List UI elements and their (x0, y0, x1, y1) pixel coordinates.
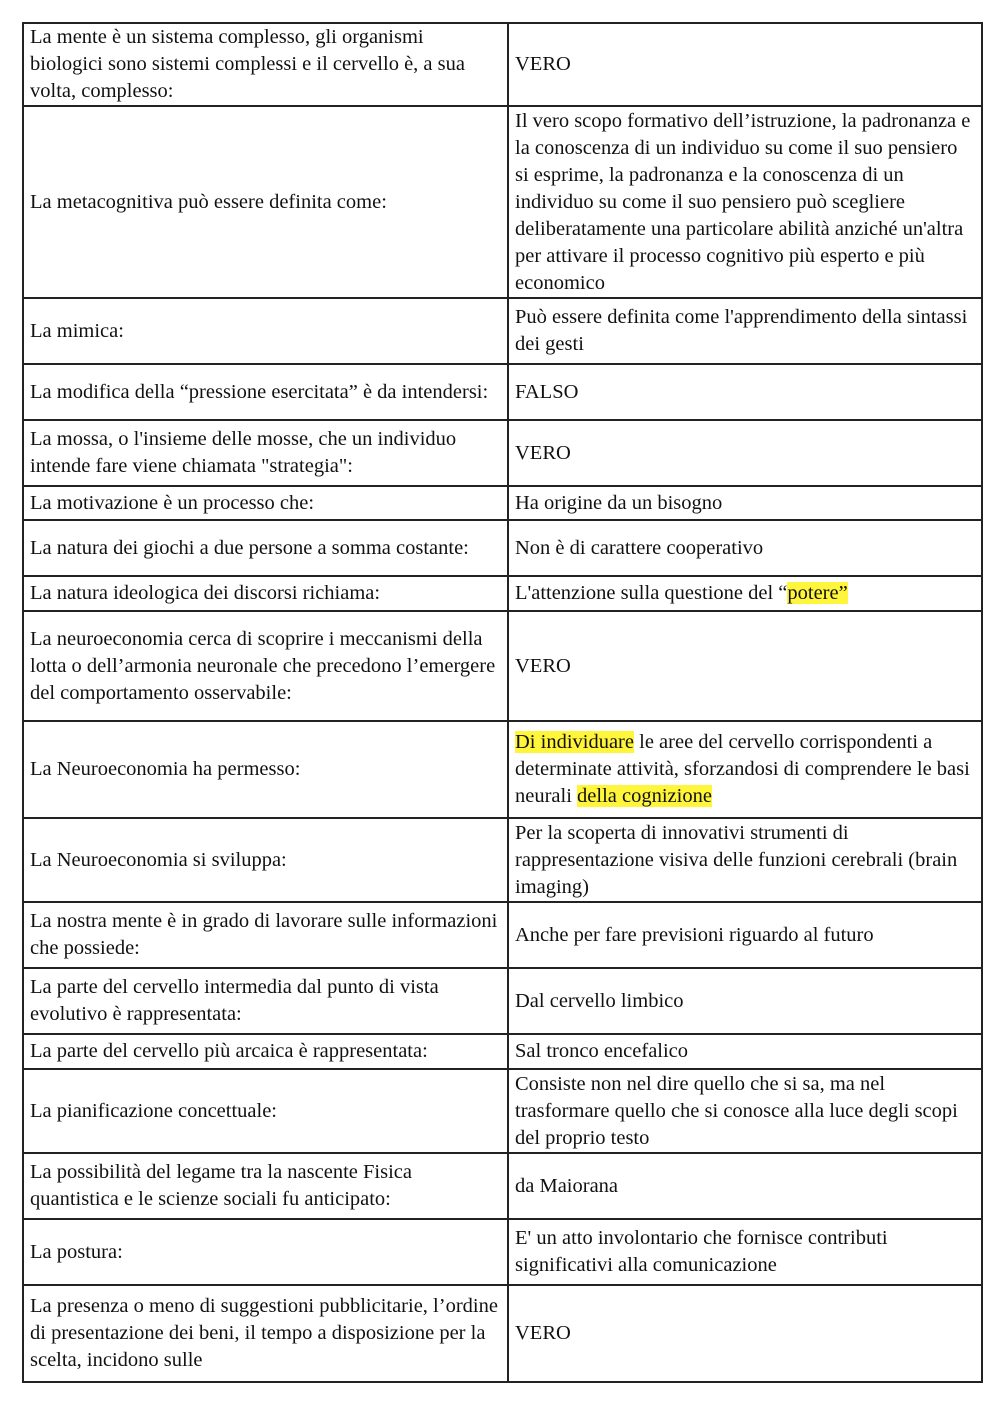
answer-text: le aree del cervello corrispondenti a determinate attività, sforzandosi di comprendere le basi neurali (515, 731, 970, 807)
question-cell: La Neuroeconomia si sviluppa: (23, 818, 508, 902)
table-row (23, 818, 982, 902)
answer-cell: Sal tronco encefalico (508, 1034, 982, 1069)
answer-text: L'attenzione sulla questione del “ (515, 582, 788, 604)
answer-cell: da Maiorana (508, 1153, 982, 1219)
table-row (23, 576, 982, 611)
answer-cell: Può essere definita come l'apprendimento della sintassi dei gesti (508, 298, 982, 364)
highlighted-text: Di individuare (515, 731, 634, 753)
answer-cell: VERO (508, 611, 982, 721)
table-row (23, 420, 982, 486)
table-row (23, 1069, 982, 1153)
table-row (23, 968, 982, 1034)
question-cell: La natura dei giochi a due persone a somma costante: (23, 520, 508, 576)
question-cell: La nostra mente è in grado di lavorare sulle informazioni che possiede: (23, 902, 508, 968)
answer-cell: Ha origine da un bisogno (508, 486, 982, 520)
question-cell: La natura ideologica dei discorsi richiama: (23, 576, 508, 611)
question-cell: La postura: (23, 1219, 508, 1285)
table-row (23, 1219, 982, 1285)
table-row (23, 298, 982, 364)
answer-cell: FALSO (508, 364, 982, 420)
table-row (23, 364, 982, 420)
answer-cell: Non è di carattere cooperativo (508, 520, 982, 576)
answer-cell: Anche per fare previsioni riguardo al futuro (508, 902, 982, 968)
question-cell: La parte del cervello intermedia dal punto di vista evolutivo è rappresentata: (23, 968, 508, 1034)
highlighted-text: potere” (787, 582, 848, 604)
question-cell: La possibilità del legame tra la nascente Fisica quantistica e le scienze sociali fu anticipato: (23, 1153, 508, 1219)
table-row (23, 1285, 982, 1382)
answer-cell: VERO (508, 1285, 982, 1382)
answer-cell: E' un atto involontario che fornisce contributi significativi alla comunicazione (508, 1219, 982, 1285)
table-row (23, 902, 982, 968)
answer-cell: VERO (508, 23, 982, 106)
question-cell: La mossa, o l'insieme delle mosse, che un individuo intende fare viene chiamata "strategia": (23, 420, 508, 486)
question-cell: La presenza o meno di suggestioni pubblicitarie, l’ordine di presentazione dei beni, il tempo a disposizione per la scelta, incidono sulle (23, 1285, 508, 1382)
answer-cell: Per la scoperta di innovativi strumenti di rappresentazione visiva delle funzioni cerebrali (brain imaging) (508, 818, 982, 902)
answer-cell (508, 576, 982, 611)
qa-table (22, 22, 983, 1383)
table-row (23, 486, 982, 520)
question-cell: La pianificazione concettuale: (23, 1069, 508, 1153)
table-row (23, 721, 982, 818)
question-cell: La Neuroeconomia ha permesso: (23, 721, 508, 818)
question-cell: La mente è un sistema complesso, gli organismi biologici sono sistemi complessi e il cervello è, a sua volta, complesso: (23, 23, 508, 106)
question-cell: La parte del cervello più arcaica è rappresentata: (23, 1034, 508, 1069)
answer-cell: Consiste non nel dire quello che si sa, ma nel trasformare quello che si conosce alla luce degli scopi del proprio testo (508, 1069, 982, 1153)
question-cell: La modifica della “pressione esercitata” è da intendersi: (23, 364, 508, 420)
question-cell: La metacognitiva può essere definita come: (23, 106, 508, 298)
table-row (23, 23, 982, 106)
question-cell: La neuroeconomia cerca di scoprire i meccanismi della lotta o dell’armonia neuronale che precedono l’emergere del comportamento osservabile: (23, 611, 508, 721)
answer-cell: VERO (508, 420, 982, 486)
table-row (23, 611, 982, 721)
table-row (23, 106, 982, 298)
table-row (23, 520, 982, 576)
answer-cell: Il vero scopo formativo dell’istruzione, la padronanza e la conoscenza di un individuo su come il suo pensiero si esprime, la padronanza e la conoscenza di un individuo su come il suo pensiero può scegliere deliberatamente una particolare abilità anziché un'altra per attivare il processo cognitivo più esperto e più economico (508, 106, 982, 298)
table-row (23, 1153, 982, 1219)
table-row (23, 1034, 982, 1069)
answer-cell (508, 721, 982, 818)
highlighted-text: della cognizione (577, 785, 712, 807)
question-cell: La mimica: (23, 298, 508, 364)
answer-cell: Dal cervello limbico (508, 968, 982, 1034)
question-cell: La motivazione è un processo che: (23, 486, 508, 520)
